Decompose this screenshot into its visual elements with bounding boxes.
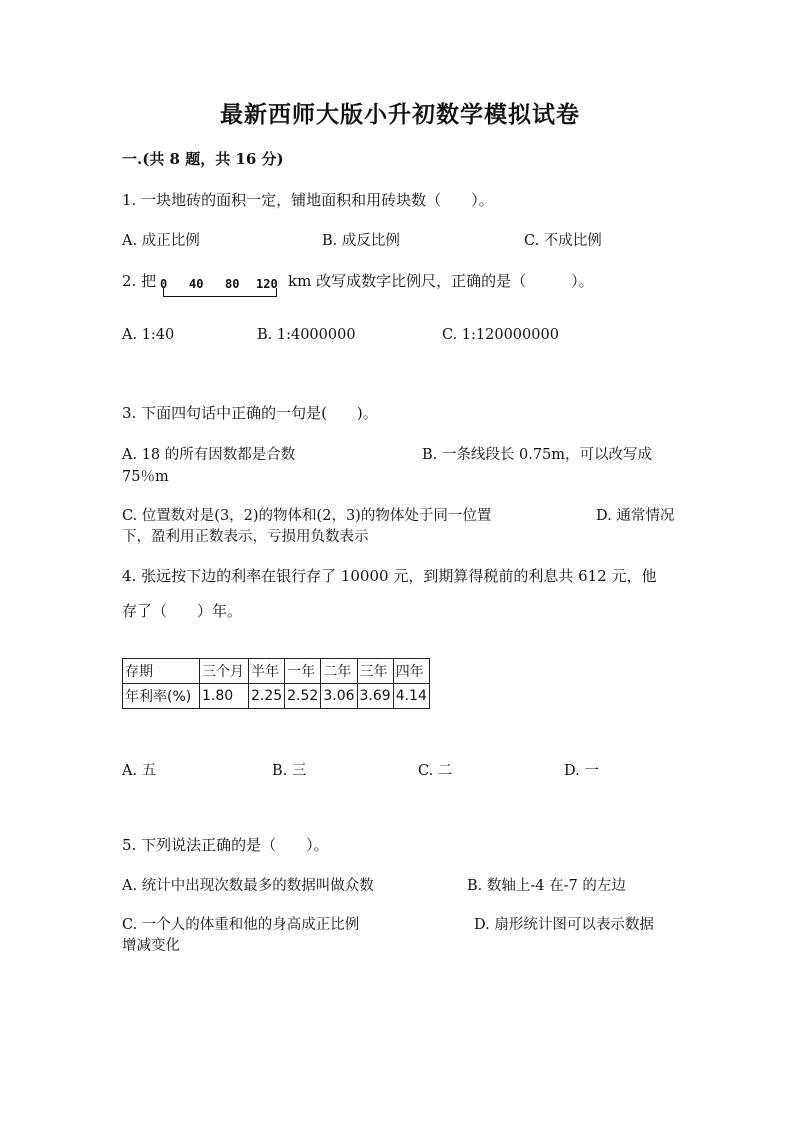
table-header-row [123,659,430,684]
question-3-option-d: D. 通常情况 [596,508,675,524]
question-3-option-c: C. 位置数对是(3，2)的物体和(2，3)的物体处于同一位置 [122,508,492,524]
scale-axis-line [163,296,277,297]
question-4-text: 4. 张远按下边的利率在银行存了 10000 元，到期算得税前的利息共 612 元，他 [122,567,657,585]
scale-label-0: 0 [160,277,168,291]
question-2-option-a: A. 1:40 [122,327,175,343]
question-1-text: 1. 一块地砖的面积一定，铺地面积和用砖块数（ ）。 [122,191,494,209]
table-cell: 2.52 [285,684,321,709]
scale-label-120: 120 [256,277,278,291]
question-5-option-c: C. 一个人的体重和他的身高成正比例 [122,917,360,933]
question-4-option-c: C. 二 [418,763,453,779]
question-3-text: 3. 下面四句话中正确的一句是( )。 [122,404,378,422]
question-2-option-c: C. 1:120000000 [442,327,559,343]
table-cell: 1.80 [200,684,249,709]
question-5-text: 5. 下列说法正确的是（ ）。 [122,836,329,854]
table-cell: 2.25 [249,684,285,709]
question-4-text-cont: 存了（ ）年。 [122,602,243,620]
table-cell: 四年 [393,659,429,684]
table-cell: 二年 [321,659,357,684]
table-cell: 存期 [123,659,200,684]
table-row [123,684,430,709]
question-3-option-d-cont: 下，盈利用正数表示，亏损用负数表示 [122,529,369,545]
table-cell: 年利率(%) [123,684,200,709]
question-5-option-d: D. 扇形统计图可以表示数据 [474,917,654,933]
section-heading: 一.(共 8 题，共 16 分) [122,150,284,168]
question-5-option-a: A. 统计中出现次数最多的数据叫做众数 [122,878,374,894]
question-1-option-a: A. 成正比例 [122,233,200,249]
question-3-option-b-cont: 75％m [122,469,169,485]
question-2-option-b: B. 1:4000000 [257,327,356,343]
question-1-option-b: B. 成反比例 [322,233,400,249]
table-cell: 一年 [285,659,321,684]
table-cell: 4.14 [393,684,429,709]
question-5-option-d-cont: 增减变化 [122,938,180,954]
table-cell: 3.06 [321,684,357,709]
table-cell: 3.69 [357,684,393,709]
table-cell: 半年 [249,659,285,684]
question-4-option-b: B. 三 [272,763,307,779]
scale-label-40: 40 [189,277,204,291]
scale-bar [160,275,286,301]
interest-rate-table [122,658,430,709]
scale-label-80: 80 [225,277,240,291]
question-4-option-a: A. 五 [122,763,157,779]
question-3-option-a: A. 18 的所有因数都是合数 [122,447,296,463]
question-3-option-b: B. 一条线段长 0.75m，可以改写成 [422,447,653,463]
page-title: 最新西师大版小升初数学模拟试卷 [220,101,580,128]
table-cell: 三年 [357,659,393,684]
question-1-option-c: C. 不成比例 [524,233,602,249]
question-5-option-b: B. 数轴上-4 在-7 的左边 [467,878,626,894]
question-4-option-d: D. 一 [564,763,599,779]
question-2-prefix: 2. 把 [122,272,157,290]
table-cell: 三个月 [200,659,249,684]
question-2-suffix: km 改写成数字比例尺，正确的是（ ）。 [288,272,594,290]
